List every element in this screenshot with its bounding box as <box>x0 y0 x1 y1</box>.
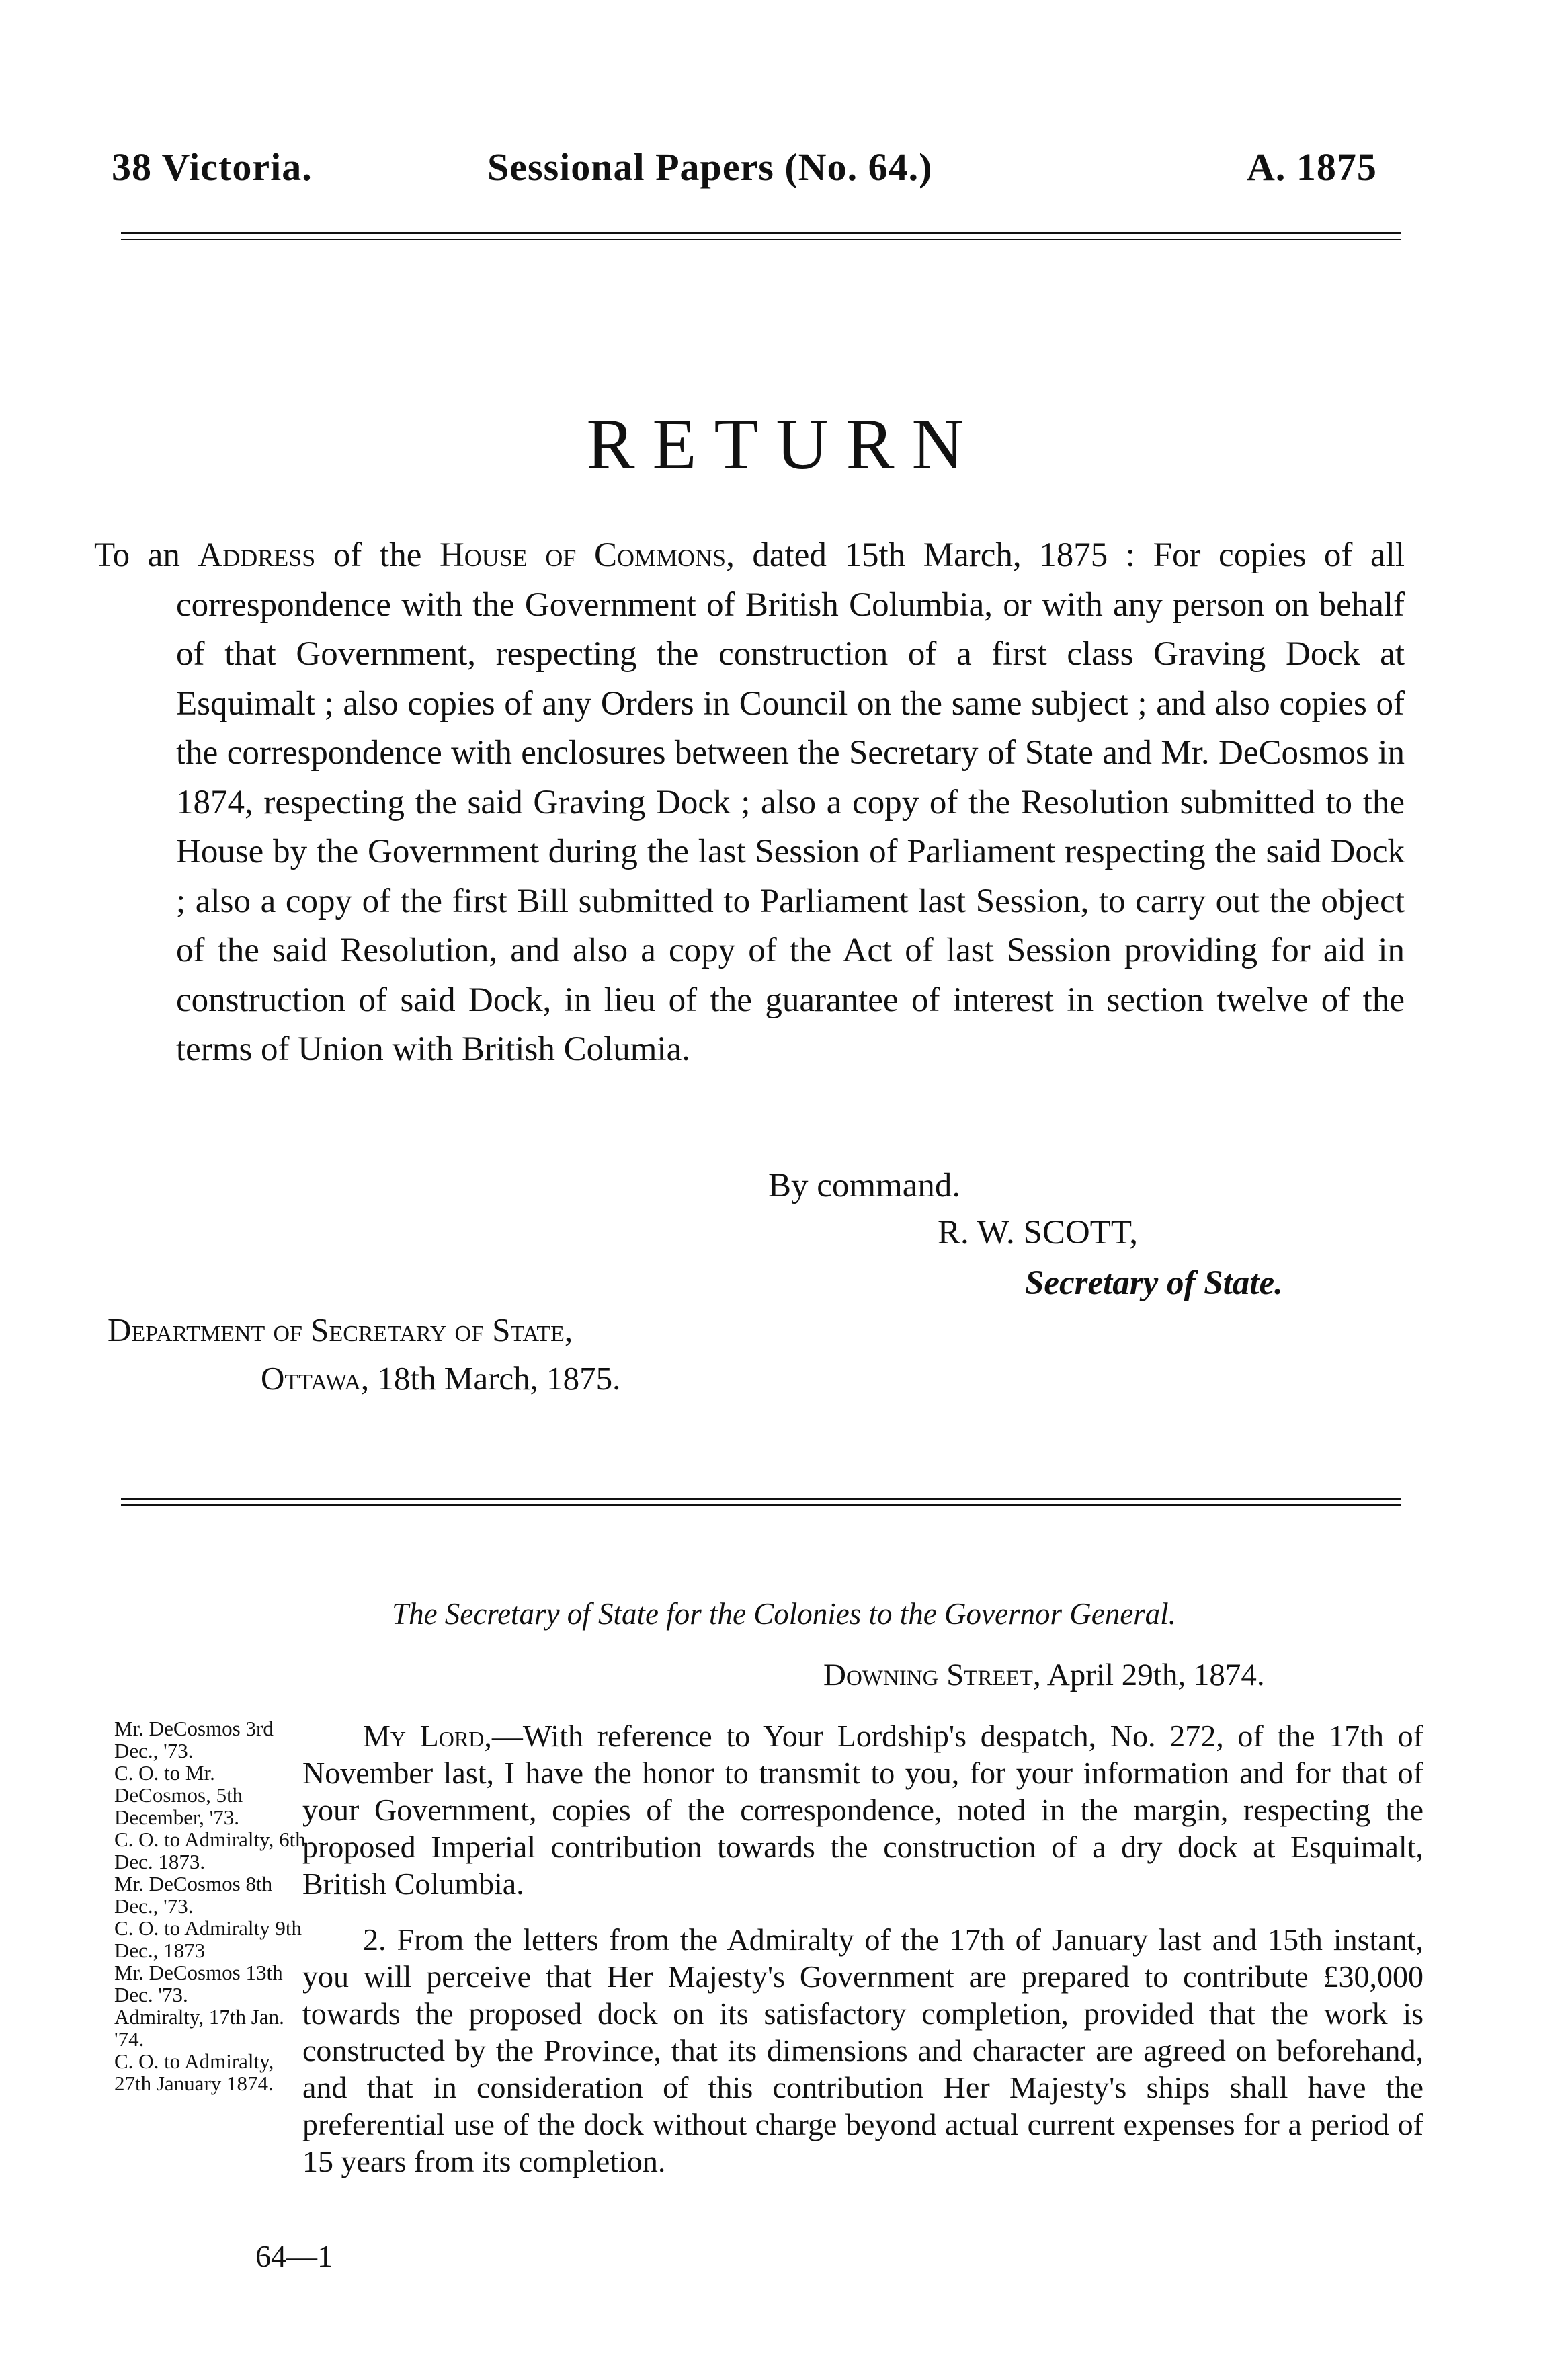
address-of-the: of the <box>315 536 440 574</box>
letter-paragraph-2: 2. From the letters from the Admiralty of the 17th of January last and 15th instant, you will perceive that Her Majesty's Government are prepared to contribute £30,000 towards the proposed dock on its satisfactory completion, provided that the work is constructed by the Province, that its dimensions and character are agreed on beforehand, and that in consideration of this contribution Her Majesty's ships shall have the preferential use of the dock without charge beyond actual current expenses for a period of 15 years from its completion. <box>302 1922 1423 2178</box>
section-rule-top <box>121 1498 1401 1500</box>
department-date: , 18th March, 1875. <box>360 1360 621 1397</box>
address-paragraph <box>94 531 1405 1075</box>
header-session: 38 Victoria. <box>112 145 313 189</box>
margin-note: Mr. DeCosmos 13th Dec. '73. <box>114 1961 283 2006</box>
signatory-title: Secretary of State. <box>1025 1264 1283 1302</box>
house-of-commons: House of Commons <box>439 536 727 574</box>
margin-note: Mr. DeCosmos 8th Dec., '73. <box>114 1872 273 1918</box>
by-command: By command. <box>768 1167 961 1205</box>
letter-dateline <box>823 1657 1265 1693</box>
address-body: , dated 15th March, 1875 : For copies of all correspondence with the Government of British Columbia, or with any person on behalf of that Government, respecting the construction of a first class Graving Dock at Esquimalt ; also copies of any Orders in Council on the same subject ; and also copies of the correspondence with enclosures between the Secretary of State and Mr. DeCosmos in 1874, respecting the said Graving Dock ; also a copy of the Resolution submitted to the House by the Government during the last Session of Parliament respecting the said Dock ; also a copy of the first Bill submitted to Parliament last Session, to carry out the object of the said Resolution, and also a copy of the Act of last Session providing for aid in construction of said Dock, in lieu of the guarantee of interest in section twelve of the terms of Union with British Columia. <box>176 536 1405 1068</box>
section-rule-bottom <box>121 1504 1401 1506</box>
margin-notes <box>114 1717 306 2094</box>
sheet-mark: 64—1 <box>255 2239 333 2273</box>
letter-place: Downing Street <box>823 1658 1033 1692</box>
margin-note: C. O. to Mr. DeCosmos, 5th December, '73. <box>114 1761 243 1829</box>
header-papers: Sessional Papers (No. 64.) <box>487 145 933 189</box>
department-line: Department of Secretary of State, <box>108 1311 573 1348</box>
department-city: Ottawa <box>261 1360 361 1397</box>
header-year: A. 1875 <box>1247 145 1377 189</box>
page-title: RETURN <box>586 405 982 485</box>
letter-para1-text: ,—With reference to Your Lordship's despatch, No. 272, of the 17th of November last, I have the honor to transmit to you, for your information and for that of your Government, copies of the correspondence, noted in the margin, respecting the proposed Imperial contribution towards the construction of a dry dock at Esquimalt, British Columbia. <box>302 1719 1424 1901</box>
signatory-name: R. W. SCOTT, <box>938 1214 1139 1252</box>
header-rule-bottom <box>121 239 1401 240</box>
letter-body <box>302 1717 1423 2180</box>
margin-note: C. O. to Admiralty 9th Dec., 1873 <box>114 1916 302 1962</box>
address-word: Address <box>198 536 316 574</box>
header-rule-top <box>121 232 1401 234</box>
margin-note: Mr. DeCosmos 3rd Dec., '73. <box>114 1717 274 1762</box>
margin-note: Admiralty, 17th Jan. '74. <box>114 2005 284 2051</box>
letter-date: , April 29th, 1874. <box>1032 1658 1265 1692</box>
margin-note: C. O. to Admiralty, 27th January 1874. <box>114 2049 274 2095</box>
letter-salutation: My Lord <box>363 1719 485 1753</box>
letter-paragraph-1 <box>302 1717 1423 1902</box>
letter-heading: The Secretary of State for the Colonies to the Governor General. <box>392 1597 1176 1631</box>
department-place-date <box>261 1359 620 1397</box>
margin-note: C. O. to Admiralty, 6th Dec. 1873. <box>114 1828 306 1873</box>
address-lead: To an <box>94 536 198 574</box>
